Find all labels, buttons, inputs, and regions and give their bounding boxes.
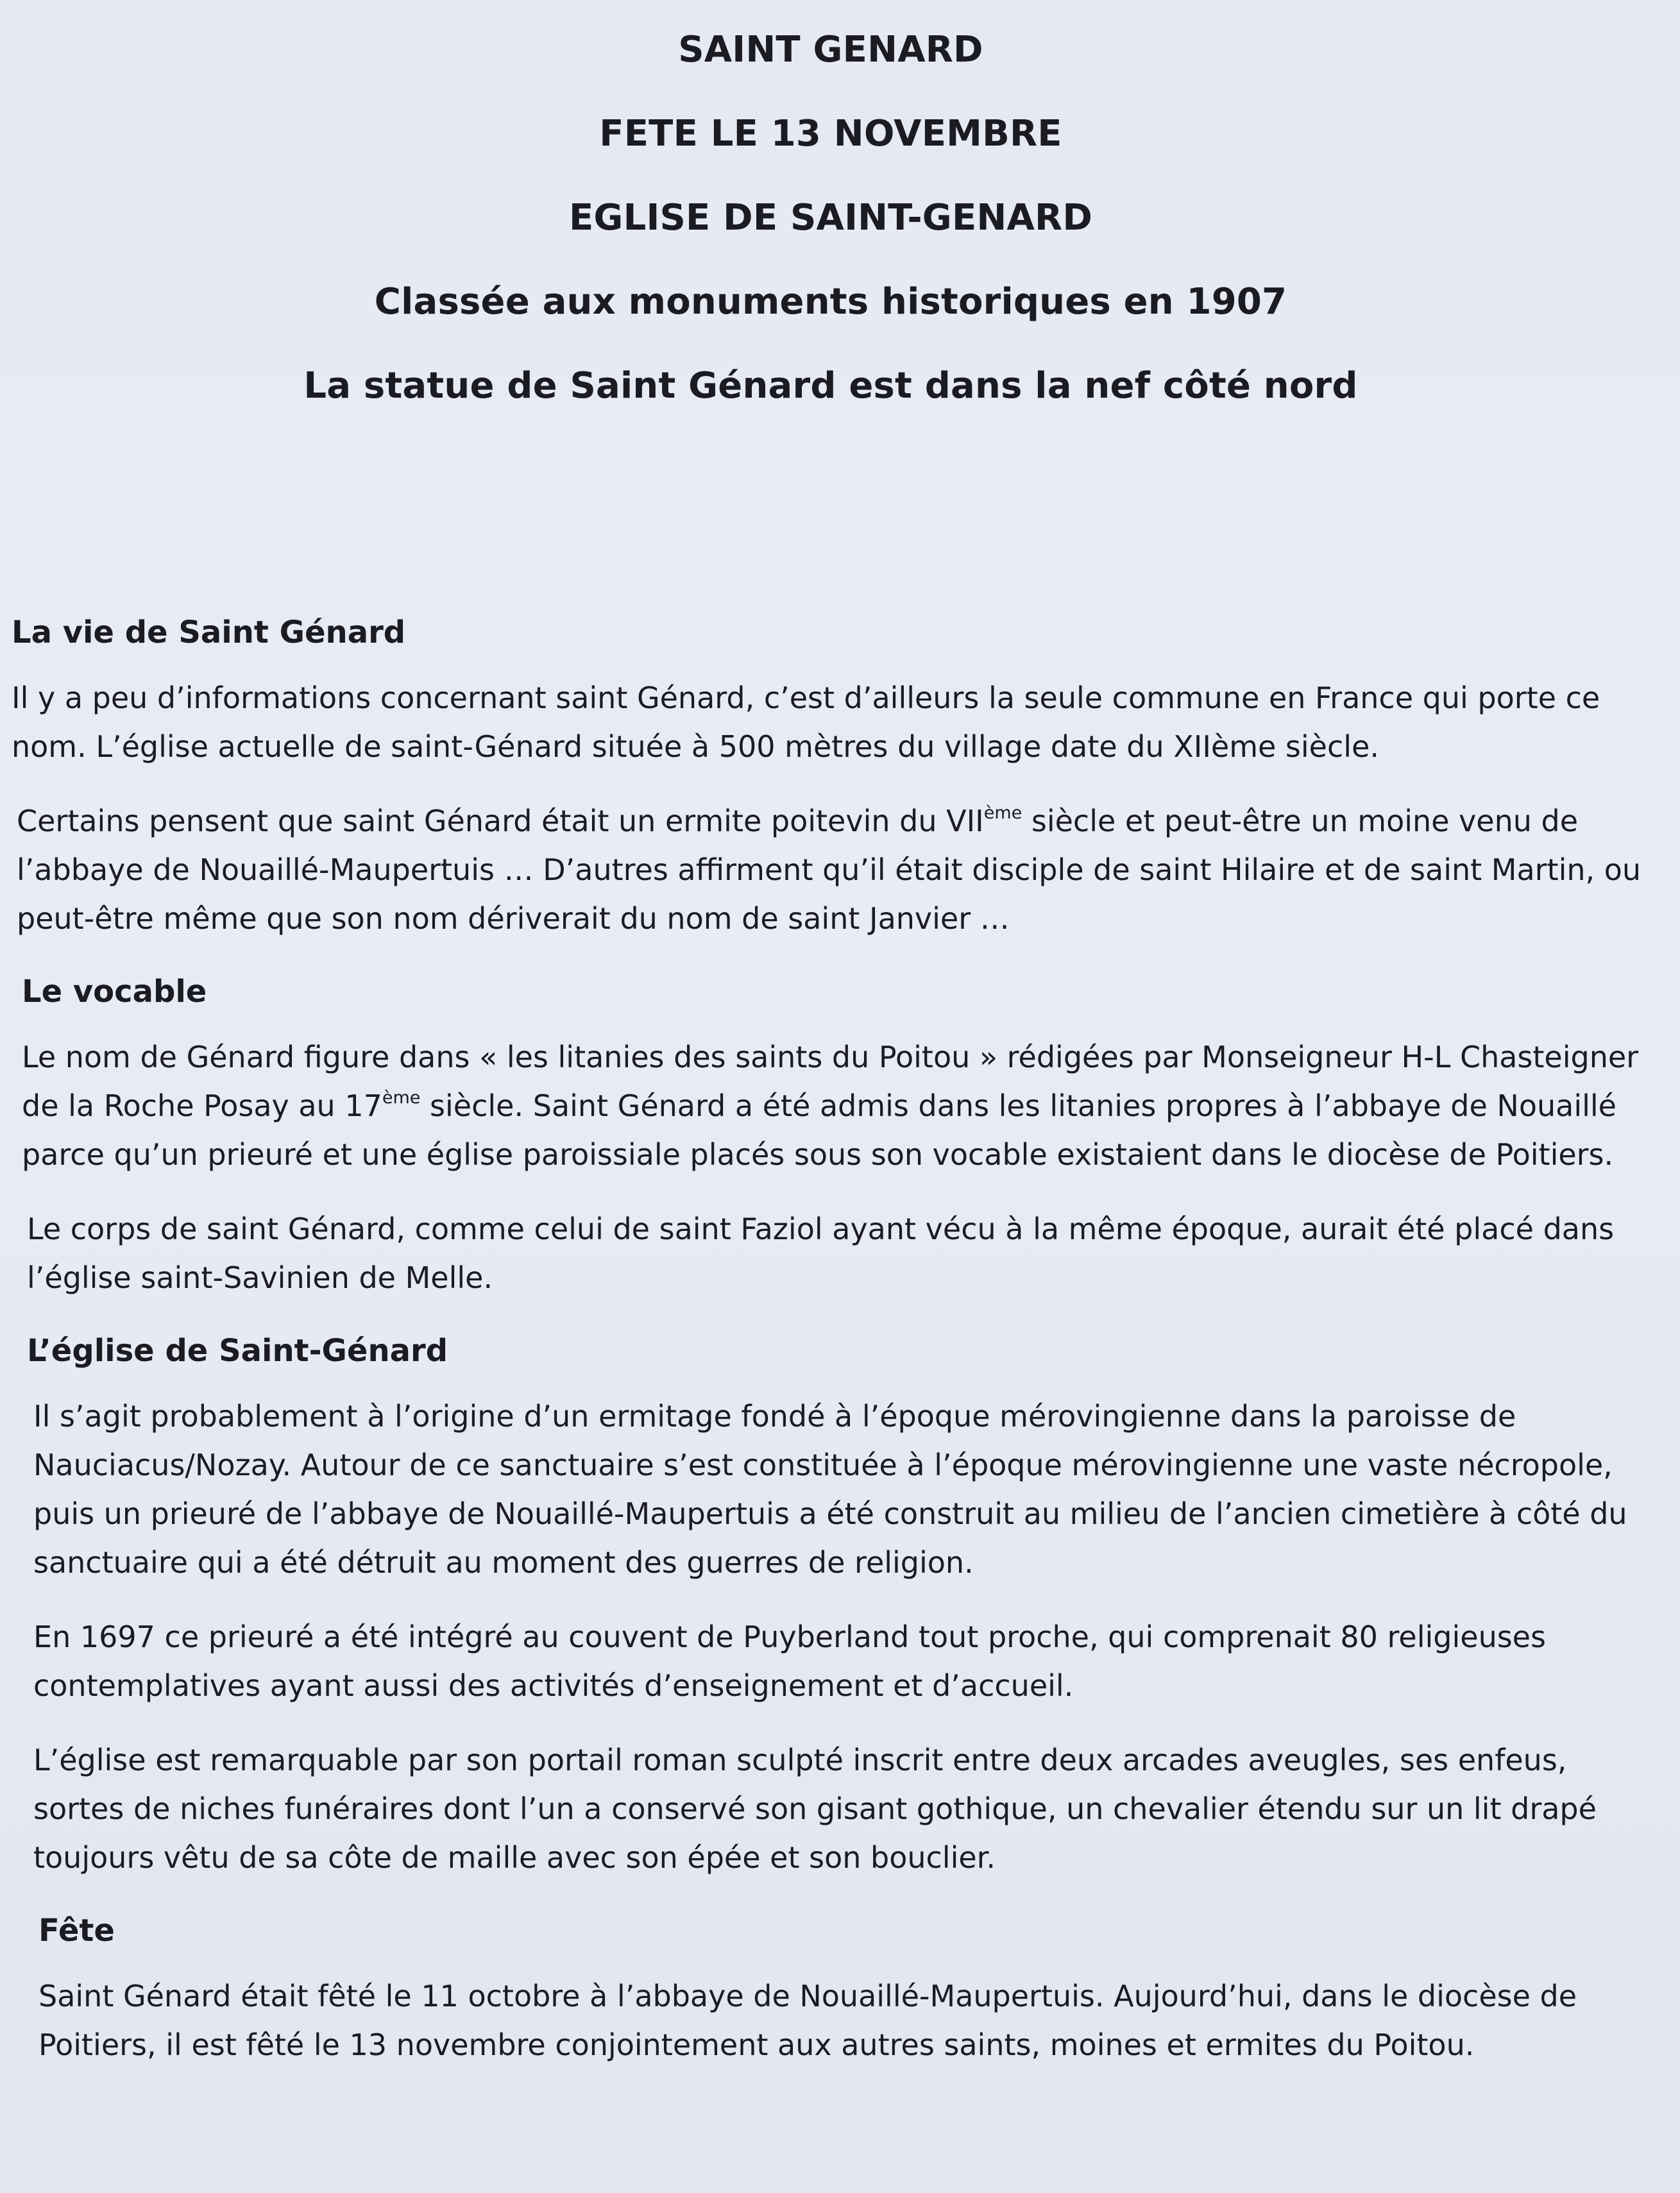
- header-statue-location: La statue de Saint Génard est dans la nef côté nord: [303, 365, 1358, 407]
- paragraph-vocable-2: Le corps de saint Génard, comme celui de saint Faziol ayant vécu à la même époque, aurait été placé dans l’église saint-Savinien de Melle.: [27, 1212, 1615, 1295]
- paragraph-vie-2: [17, 797, 1654, 943]
- header-classification: Classée aux monuments historiques en 1907: [374, 281, 1287, 323]
- paragraph-vocable-1-start: Le nom de Génard figure dans « les litanies des saints du Poitou » rédigées par Monseigneur H-L Chasteigner de la Roche Posay au 17: [22, 1040, 1639, 1123]
- section-title-vie: La vie de Saint Génard: [12, 614, 406, 650]
- section-title-vocable: Le vocable: [22, 974, 207, 1010]
- document-header: [0, 26, 1661, 446]
- paragraph-eglise-3: L’église est remarquable par son portail roman sculpté inscrit entre deux arcades aveugles, ses enfeus, sortes de niches funéraires dont l’un a conservé son gisant gothique, un chevalier étendu sur un lit drapé toujours vêtu de sa côte de maille avec son épée et son bouclier.: [33, 1743, 1597, 1875]
- section-title-fete: Fête: [38, 1913, 115, 1949]
- paragraph-eglise-2: En 1697 ce prieuré a été intégré au couvent de Puyberland tout proche, qui comprenait 80 religieuses contemplatives ayant aussi des activités d’enseignement et d’accueil.: [33, 1620, 1546, 1703]
- paragraph-vie-2-end: siècle et peut-être un moine venu de l’abbaye de Nouaillé-Maupertuis … D’autres affirment qu’il était disciple de saint Hilaire et de saint Martin, ou peut-être même que son nom dériverait du nom de saint Janvier …: [17, 804, 1642, 936]
- superscript-eme: ème: [382, 1088, 421, 1108]
- superscript-eme: ème: [983, 803, 1022, 823]
- paragraph-fete-1: Saint Génard était fêté le 11 octobre à l’abbaye de Nouaillé-Maupertuis. Aujourd’hui, dans le diocèse de Poitiers, il est fêté le 13 novembre conjointement aux autres saints, moines et ermites du Poitou.: [38, 1979, 1577, 2062]
- paragraph-eglise-1: Il s’agit probablement à l’origine d’un ermitage fondé à l’époque mérovingienne dans la paroisse de Nauciacus/Nozay. Autour de ce sanctuaire s’est constituée à l’époque mérovingienne une vaste nécropole, puis un prieuré de l’abbaye de Nouaillé-Maupertuis a été construit au milieu de l’ancien cimetière à côté du sanctuaire qui a été détruit au moment des guerres de religion.: [33, 1399, 1627, 1580]
- header-church-name: EGLISE DE SAINT-GENARD: [568, 197, 1093, 239]
- paragraph-vie-2-start: Certains pensent que saint Génard était un ermite poitevin du VII: [17, 804, 984, 838]
- paragraph-vie-1: Il y a peu d’informations concernant saint Génard, c’est d’ailleurs la seule commune en France qui porte ce nom. L’église actuelle de saint-Génard située à 500 mètres du village date du XIIème siècle.: [12, 681, 1600, 764]
- document-body: [12, 609, 1654, 2095]
- section-title-eglise: L’église de Saint-Génard: [27, 1333, 448, 1369]
- header-title: SAINT GENARD: [678, 29, 983, 71]
- paragraph-vocable-1: [22, 1033, 1654, 1179]
- paragraph-vocable-1-end: siècle. Saint Génard a été admis dans les litanies propres à l’abbaye de Nouaillé parce qu’un prieuré et une église paroissiale placés sous son vocable existaient dans le diocèse de Poitiers.: [22, 1088, 1616, 1172]
- header-feast-date: FETE LE 13 NOVEMBRE: [599, 113, 1062, 155]
